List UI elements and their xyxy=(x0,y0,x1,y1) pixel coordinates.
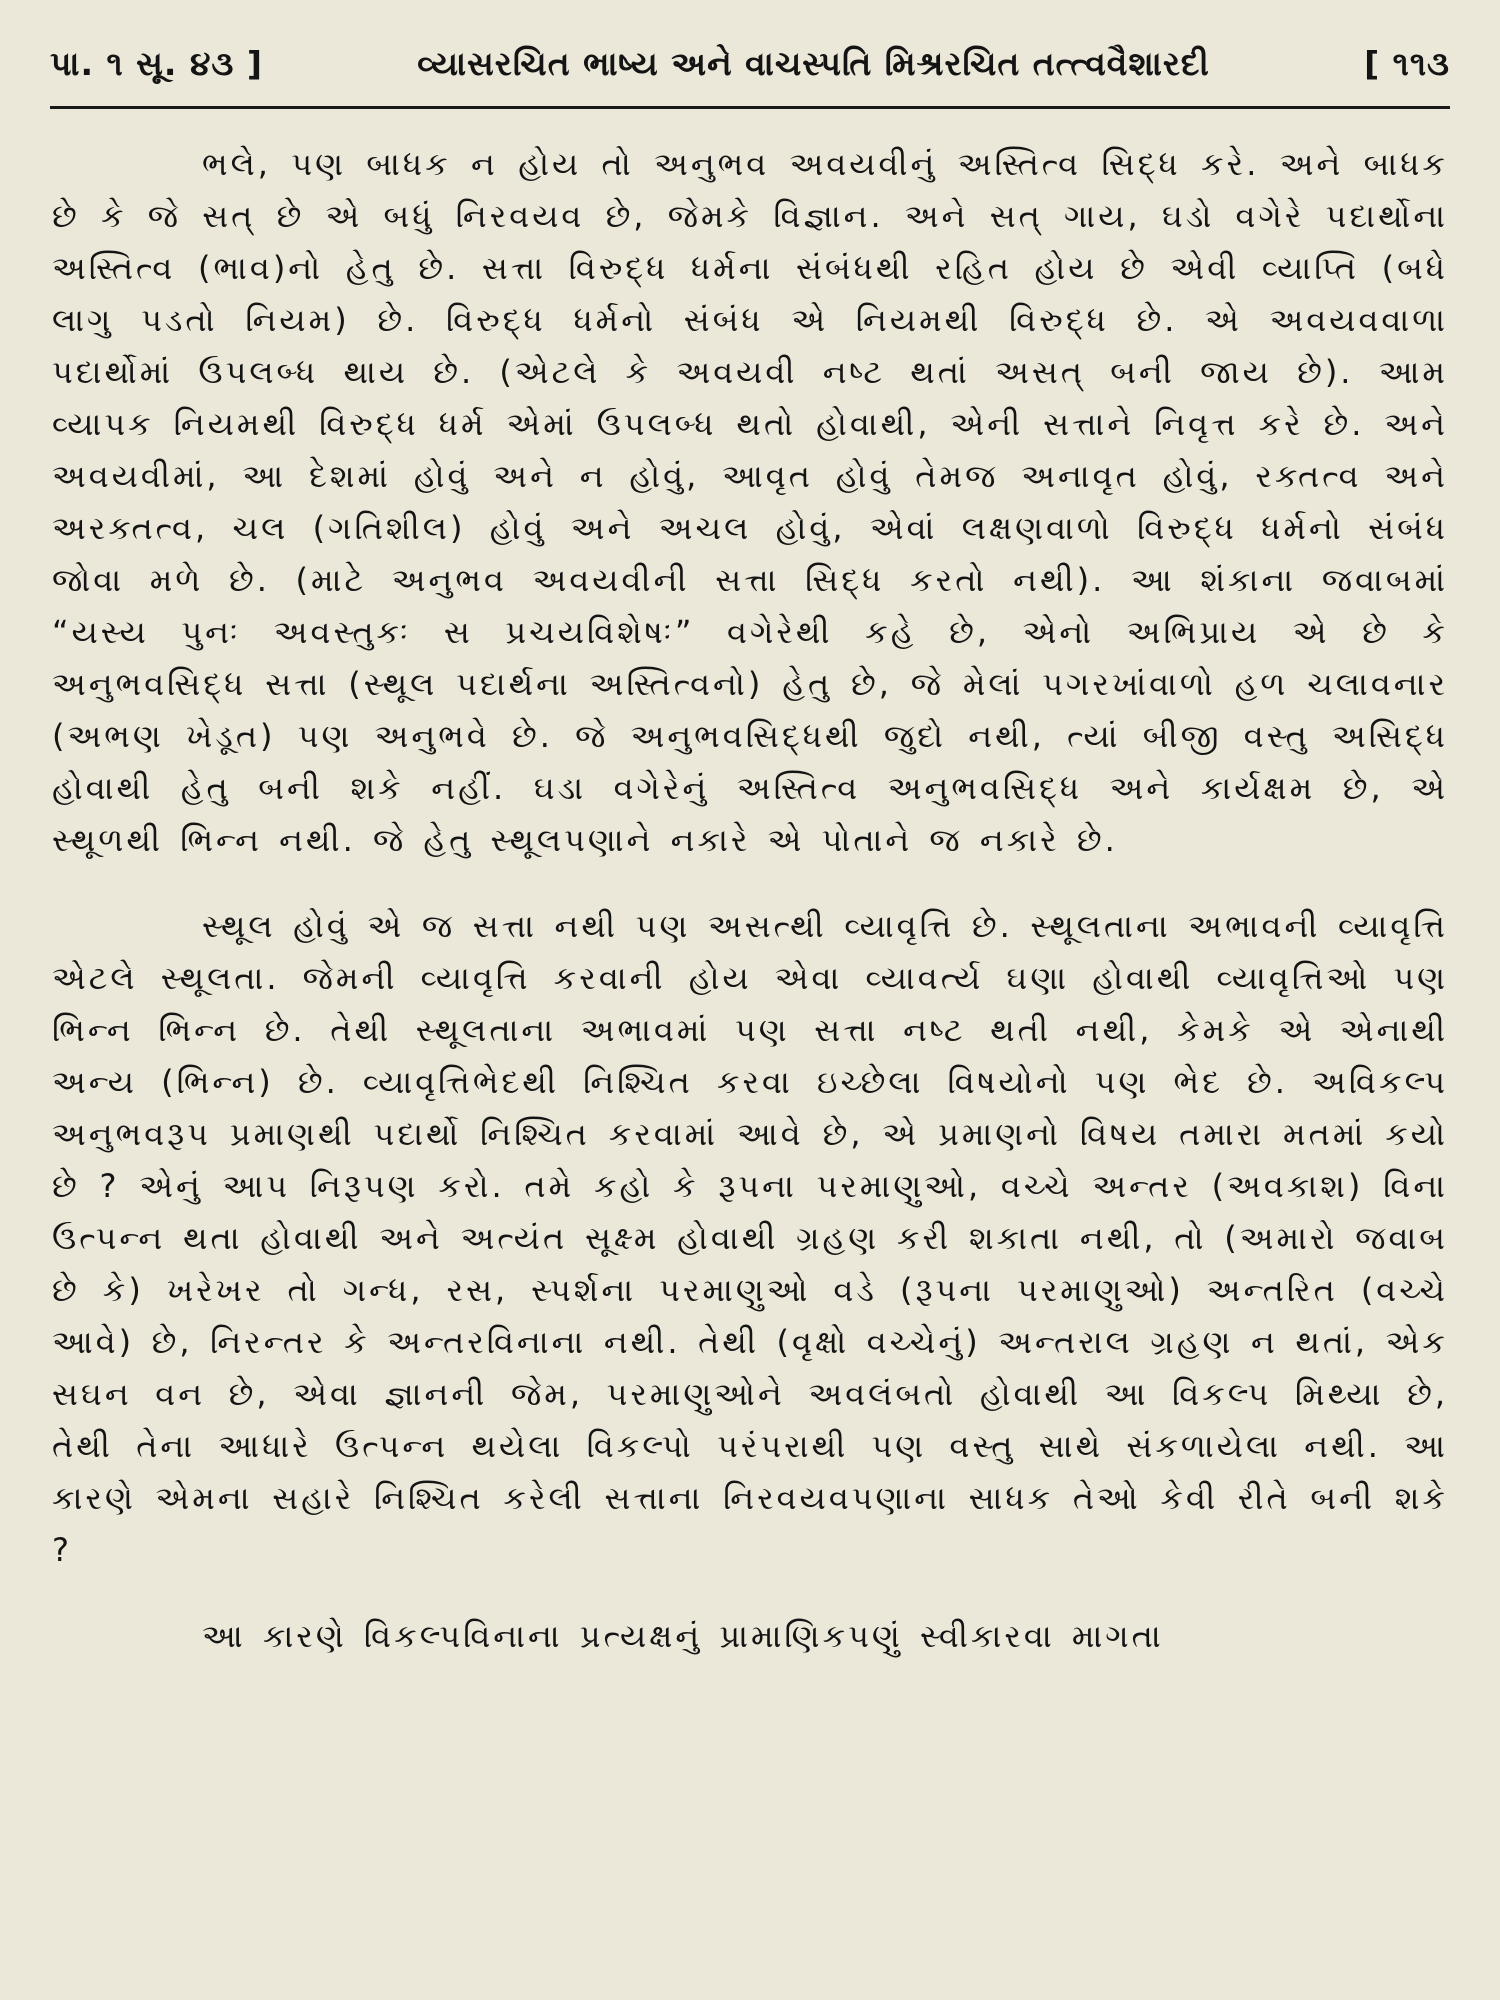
section-reference: પા. ૧ સૂ. ૪૩ ] xyxy=(50,44,263,83)
page-number: [ ૧૧૩ xyxy=(1364,44,1450,83)
page-title: વ્યાસરચિત ભાષ્ય અને વાચસ્પતિ મિશ્રરચિત તત્ત્વવૈશારદી xyxy=(417,44,1210,83)
paragraph: સ્થૂલ હોવું એ જ સત્તા નથી પણ અસત્થી વ્યાવૃત્તિ છે. સ્થૂલતાના અભાવની વ્યાવૃત્તિ એટલે સ્થૂલતા. જેમની વ્યાવૃત્તિ કરવાની હોય એવા વ્યાવર્ત્ય ઘણા હોવાથી વ્યાવૃત્તિઓ પણ ભિન્ન ભિન્ન છે. તેથી સ્થૂલતાના અભાવમાં પણ સત્તા નષ્ટ થતી નથી, કેમકે એ એનાથી અન્ય (ભિન્ન) છે. વ્યાવૃત્તિભેદથી નિશ્ચિત કરવા ઇચ્છેલા વિષયોનો પણ ભેદ છે. અવિકલ્પ અનુભવરૂપ પ્રમાણથી પદાર્થો નિશ્ચિત કરવામાં આવે છે, એ પ્રમાણનો વિષય તમારા મતમાં કયો છે ? એનું આપ નિરૂપણ કરો. તમે કહો કે રૂપના પરમાણુઓ, વચ્ચે અન્તર (અવકાશ) વિના ઉત્પન્ન થતા હોવાથી અને અત્યંત સૂક્ષ્મ હોવાથી ગ્રહણ કરી શકાતા નથી, તો (અમારો જવાબ છે કે) ખરેખર તો ગન્ધ, રસ, સ્પર્શના પરમાણુઓ વડે (રૂપના પરમાણુઓ) અન્તરિત (વચ્ચે આવે) છે, નિરન્તર કે અન્તરવિનાના નથી. તેથી (વૃક્ષો વચ્ચેનું) અન્તરાલ ગ્રહણ ન થતાં, એક સઘન વન છે, એવા જ્ઞાનની જેમ, પરમાણુઓને અવલંબતો હોવાથી આ વિકલ્પ મિથ્યા છે, તેથી તેના આધારે ઉત્પન્ન થયેલા વિકલ્પો પરંપરાથી પણ વસ્તુ સાથે સંકળાયેલા નથી. આ કારણે એમના સહારે નિશ્ચિત કરેલી સત્તાના નિરવયવપણાના સાધક તેઓ કેવી રીતે બની શકે ? xyxy=(52,907,1448,1569)
body-text xyxy=(52,138,1448,1662)
paragraph: આ કારણે વિકલ્પવિનાના પ્રત્યક્ષનું પ્રામાણિકપણું સ્વીકારવા માગતા xyxy=(202,1617,1164,1655)
header-rule xyxy=(50,106,1450,109)
paragraph: ભલે, પણ બાધક ન હોય તો અનુભવ અવયવીનું અસ્તિત્વ સિદ્ધ કરે. અને બાધક છે કે જે સત્ છે એ બધું નિરવયવ છે, જેમકે વિજ્ઞાન. અને સત્ ગાય, ઘડો વગેરે પદાર્થોના અસ્તિત્વ (ભાવ)નો હેતુ છે. સત્તા વિરુદ્ધ ધર્મના સંબંધથી રહિત હોય છે એવી વ્યાપ્તિ (બધે લાગુ પડતો નિયમ) છે. વિરુદ્ધ ધર્મનો સંબંધ એ નિયમથી વિરુદ્ધ છે. એ અવયવવાળા પદાર્થોમાં ઉપલબ્ધ થાય છે. (એટલે કે અવયવી નષ્ટ થતાં અસત્ બની જાય છે). આમ વ્યાપક નિયમથી વિરુદ્ધ ધર્મ એમાં ઉપલબ્ધ થતો હોવાથી, એની સત્તાને નિવૃત્ત કરે છે. અને અવયવીમાં, આ દેશમાં હોવું અને ન હોવું, આવૃત હોવું તેમજ અનાવૃત હોવું, રક્તત્વ અને અરક્તત્વ, ચલ (ગતિશીલ) હોવું અને અચલ હોવું, એવાં લક્ષણવાળો વિરુદ્ધ ધર્મનો સંબંધ જોવા મળે છે. (માટે અનુભવ અવયવીની સત્તા સિદ્ધ કરતો નથી). આ શંકાના જવાબમાં “યસ્ય પુનઃ અવસ્તુકઃ સ પ્રચયવિશેષઃ” વગેરેથી કહે છે, એનો અભિપ્રાય એ છે કે અનુભવસિદ્ધ સત્તા (સ્થૂલ પદાર્થના અસ્તિત્વનો) હેતુ છે, જે મેલાં પગરખાંવાળો હળ ચલાવનાર (અભણ ખેડૂત) પણ અનુભવે છે. જે અનુભવસિદ્ધથી જુદો નથી, ત્યાં બીજી વસ્તુ અસિદ્ધ હોવાથી હેતુ બની શકે નહીં. ઘડા વગેરેનું અસ્તિત્વ અનુભવસિદ્ધ અને કાર્યક્ષમ છે, એ સ્થૂળથી ભિન્ન નથી. જે હેતુ સ્થૂલપણાને નકારે એ પોતાને જ નકારે છે. xyxy=(52,145,1448,859)
running-header xyxy=(50,34,1450,94)
